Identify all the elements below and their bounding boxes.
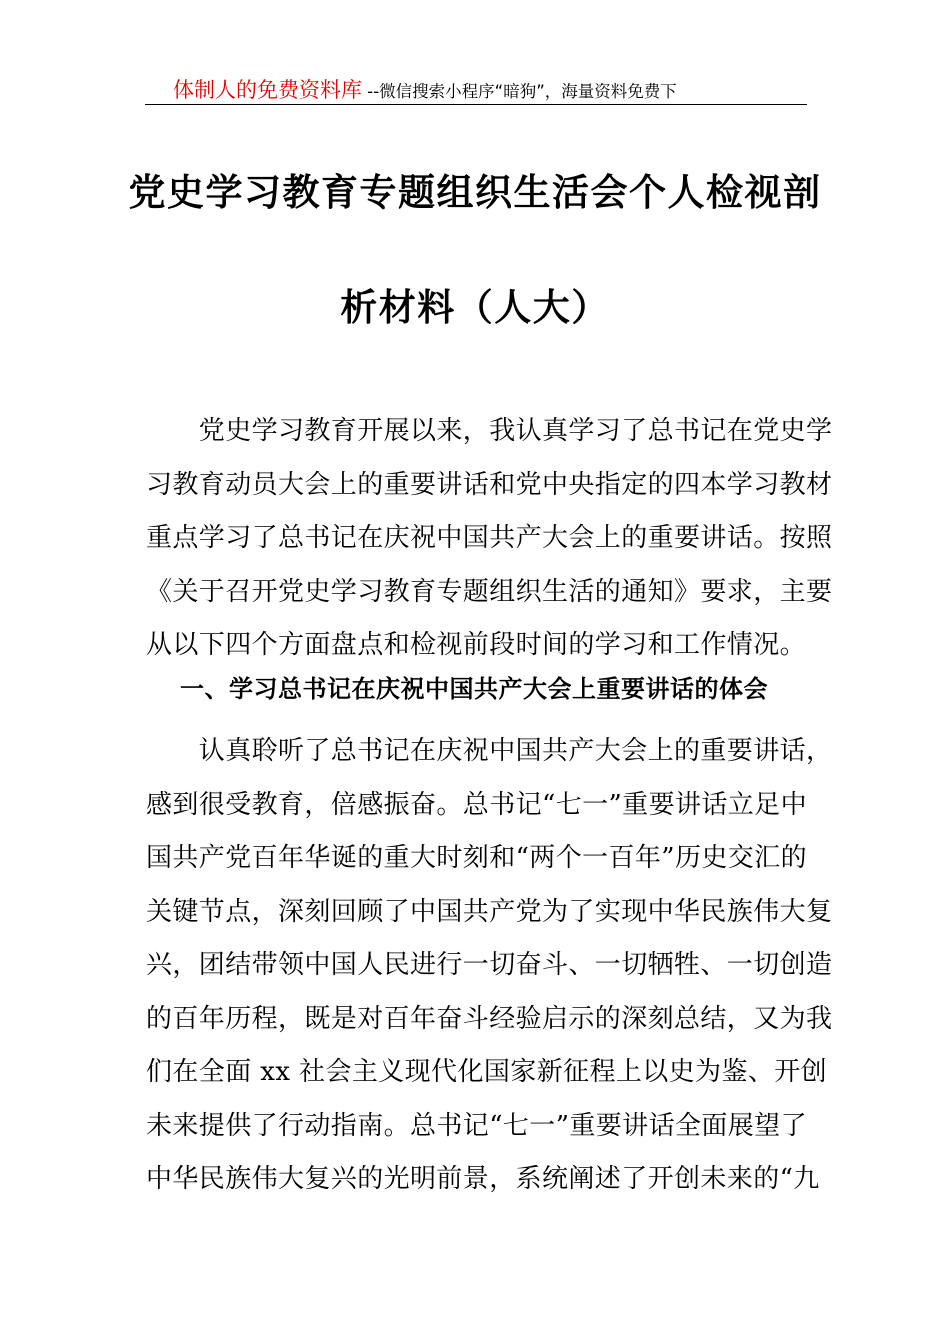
header-brand: 体制人的免费资料库 <box>173 78 362 102</box>
section-paragraph <box>146 725 833 1207</box>
paragraph-line: 兴，团结带领中国人民进行一切奋斗、一切牺牲、一切创造 <box>146 950 833 980</box>
paragraph-line: 们在全面 xx 社会主义现代化国家新征程上以史为鉴、开创 <box>146 1057 828 1087</box>
paragraph-line: 国共产党百年华诞的重大时刻和“两个一百年”历史交汇的 <box>146 843 807 873</box>
paragraph-line: 的百年历程，既是对百年奋斗经验启示的深刻总结，又为我 <box>146 1003 833 1034</box>
paragraph-line: 中华民族伟大复兴的光明前景，系统阐述了开创未来的“九 <box>146 1164 820 1194</box>
paragraph-line: 党史学习教育开展以来，我认真学习了总书记在党史学 <box>146 416 833 446</box>
paragraph-line: 《关于召开党史学习教育专题组织生活的通知》要求，主要 <box>146 576 833 607</box>
paragraph-line: 认真聆听了总书记在庆祝中国共产大会上的重要讲话， <box>146 736 833 766</box>
paragraph-line: 习教育动员大会上的重要讲话和党中央指定的四本学习教材 <box>146 469 833 500</box>
document-title-line-1: 党史学习教育专题组织生活会个人检视剖 <box>128 171 822 214</box>
document-title-line-2: 析材料（人大） <box>340 286 610 329</box>
header-subtitle: --微信搜索小程序“暗狗”，海量资料免费下 <box>362 82 677 101</box>
page-header <box>145 74 807 105</box>
paragraph-line: 感到很受教育，倍感振奋。总书记“七一”重要讲话立足中 <box>146 789 807 820</box>
paragraph-line: 未来提供了行动指南。总书记“七一”重要讲话全面展望了 <box>146 1110 807 1141</box>
paragraph-line: 重点学习了总书记在庆祝中国共产大会上的重要讲话。按照 <box>146 523 833 553</box>
section-heading: 一、学习总书记在庆祝中国共产大会上重要讲话的体会 <box>180 675 768 703</box>
paragraph-line: 关键节点，深刻回顾了中国共产党为了实现中华民族伟大复 <box>146 896 833 927</box>
intro-paragraph <box>146 405 833 673</box>
paragraph-line: 从以下四个方面盘点和检视前段时间的学习和工作情况。 <box>146 630 807 660</box>
